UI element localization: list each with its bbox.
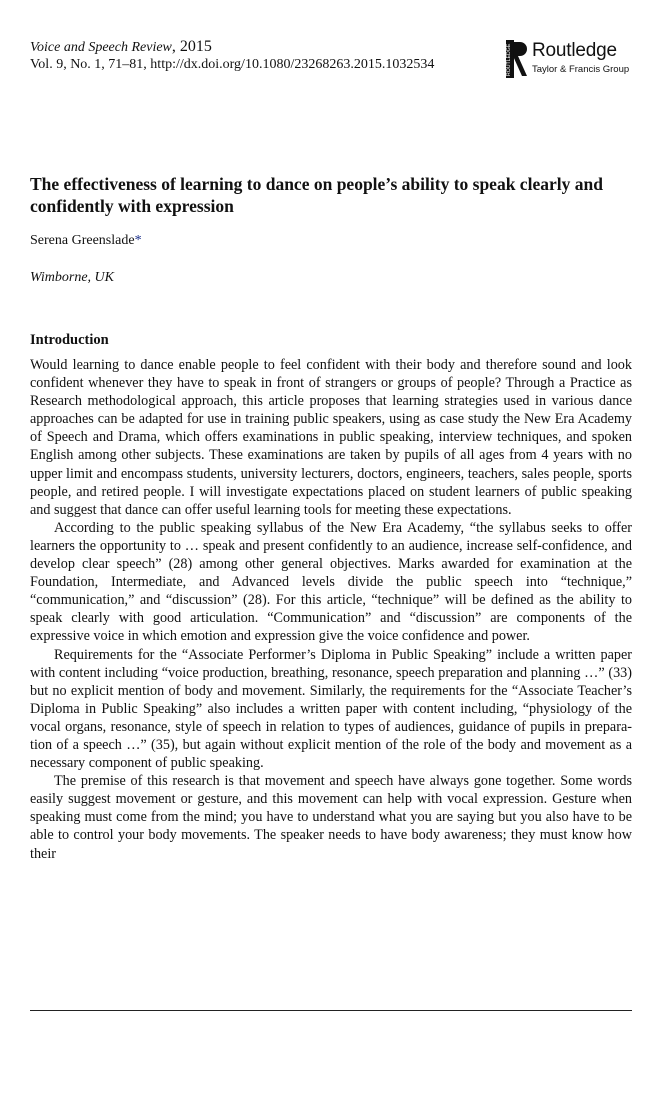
section-heading: Introduction (30, 332, 109, 348)
author-name: Serena Greenslade (30, 233, 135, 248)
body-paragraph: Would learning to dance enable people to feel confident with their body and therefore sound and look confident whenever they have to speak in front of strangers or groups of people? Through a Practice as Research methodological approach, this article proposes that learning strategies used in various dance approaches can be adapted for use in training public speakers, using as case study the New Era Academy of Speech and Drama, which offers examinations in public speaking, interview techniques, and spoken English among other subjects. These examinations are taken by pupils of all ages from 4 years with no upper limit and encompass students, university lecturers, doctors, engineers, teachers, sales people, sports people, and retired people. I will investigate expectations placed on student learners of public speaking and suggest that dance can offer useful learning tools for meeting these expectations. (30, 357, 632, 518)
body-paragraph: The premise of this research is that movement and speech have always gone together. Some words easily suggest movement or gesture, and this movement can help with vocal expression. Gesture when speaking must come from the mind; you have to understand what you are saying but you also have to be able to control your body movements. The speaker needs to have body awareness; they must know how their (30, 773, 632, 862)
publisher-group: Taylor & Francis Group (532, 64, 630, 75)
article-title: The effectiveness of learning to dance on people’s ability to speak clearly and confidently with expression (30, 174, 603, 216)
journal-name: Voice and Speech Review (30, 40, 172, 55)
publisher-name: Routledge (532, 40, 617, 61)
logo-vertical-text: ROUTLEDGE (506, 43, 512, 76)
citation-doi: Vol. 9, No. 1, 71–81, http://dx.doi.org/10.1080/23268263.2015.1032534 (30, 57, 435, 72)
journal-year: , 2015 (171, 38, 212, 55)
footnote-divider (30, 1010, 632, 1011)
author-footnote-link[interactable]: * (134, 233, 142, 248)
body-paragraph: Requirements for the “Associate Performer’s Diploma in Public Speaking” include a written paper with content including “voice production, breathing, resonance, speech preparation and planning …” (33) but no explicit mention of body and movement. Similarly, the requirements for the “Associate Teacher’s Diploma in Public Speaking” also includes a written paper with content including, “physiology of the vocal organs, resonance, style of speech in relation to types of audiences, guidance of pupils in preparation of a speech …” (35), but again without explicit mention of the role of the body and movement as a necessary component of public speaking. (30, 646, 632, 772)
section-body (30, 356, 632, 863)
author-line (30, 232, 142, 249)
publisher-logo (506, 40, 636, 80)
author-affiliation: Wimborne, UK (30, 270, 114, 285)
body-paragraph: According to the public speaking syllabus of the New Era Academy, “the syllabus seeks to offer learners the opportunity to … speak and present confidently to an audience, increase self-confidence, and develop clear speech” (28) among other general objectives. Marks awarded for examination at the Foundation, Intermediate, and Advanced levels divide the public speech into “technique,” “communication,” and “discussion” (28). For this article, “technique” will be defined as the ability to speak clearly with good articulation. “Communication” and “discussion” are components of the expressive voice in which emotion and expression give the voice confidence and power. (30, 519, 632, 645)
routledge-r-logo-icon (506, 40, 528, 78)
